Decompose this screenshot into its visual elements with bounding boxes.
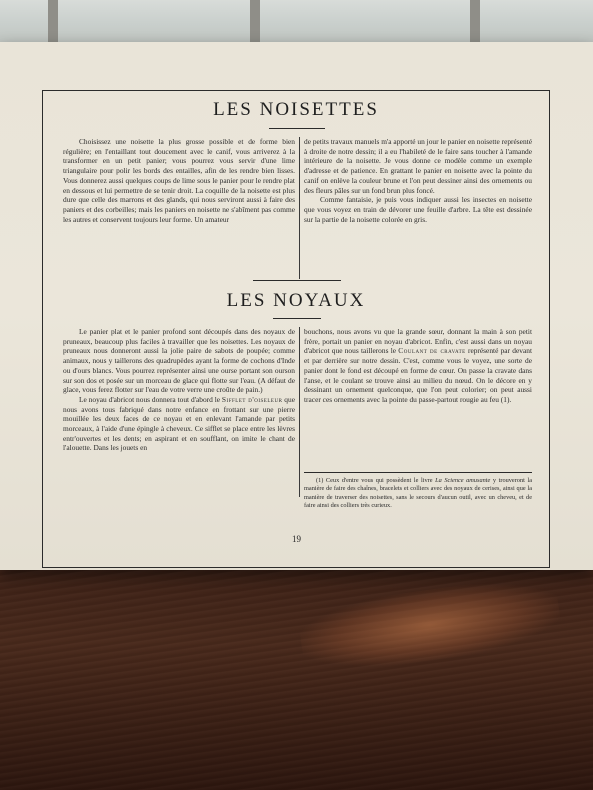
text-run: y trouveront la manière de faire des chaînes, bracelets et colliers avec des noyaux de cerises, ainsi que la manière de traverser des noisettes, sans le secours d'aucun outil, avec un cheveu, et de faire ainsi des colliers très curieux. <box>304 477 532 510</box>
title-underline <box>269 128 325 129</box>
paragraph: Choisissez une noisette la plus grosse possible et de forme bien régulière; en l'entaillant tout doucement avec le canif, vous arriverez à la transformer en un petit panier; vous pourrez vous servir d'une lime triangulaire pour polir les bords des entailles, afin de les rendre bien lisses. Vous donnerez aussi quelques coups de lime sous le panier pour le rendre plat en dessous et lui permettre de se tenir droit. La coquille de la noisette est plus dure que celle des marrons et des glands, qui nous serviront aussi à faire des paniers et des corbeilles; mais les paniers en noisette ne s'abîment pas comme les autres et conservent toujours leur forme. Un amateur <box>63 137 295 224</box>
page-border-frame <box>42 90 550 568</box>
paragraph <box>63 395 295 453</box>
small-caps-term: Coulant de cravate <box>398 346 466 356</box>
text-run: représenté par devant et par derrière sur notre dessin. C'est, comme vous le voyez, une sorte de panier dont le fond est découpé en forme de cœur. On passe la cravate dans l'anse, et le coulant se trouve ainsi au milieu du nœud. On le décore en y dessinant un ornement quelconque, que l'on peut colorier; on peut aussi tracer ces ornements avec la pointe du passe-partout rougie au feu (1). <box>304 346 533 404</box>
paragraph: Le panier plat et le panier profond sont découpés dans des noyaux de pruneaux, beaucoup plus faciles à travailler que les noisettes. Les noyaux de pruneaux nous donneront aussi la jolie paire de sabots de poupée; comme animaux, nous y taillerons des quadrupèdes ayant la forme de cochons d'Inde ou d'ours blancs. Vous pourrez représenter ainsi une ourse portant son ourson sur son dos et posée sur un morceau de glace qui flotte sur l'eau. (A défaut de glace, vous ferez flotter sur l'eau de votre verre une croûte de pain.) <box>63 327 295 395</box>
noisettes-left-column <box>63 137 295 224</box>
section-title-noisettes: LES NOISETTES <box>213 99 379 120</box>
page-number: 19 <box>292 534 301 544</box>
title-underline <box>273 318 321 319</box>
paragraph: de petits travaux manuels m'a apporté un jour le panier en noisette représenté à droite de notre dessin; il a eu l'habileté de le faire sans toucher à l'amande intérieure de la noisette. Je vous donne ce modèle comme un exemple d'adresse et de patience. En grattant le panier en noisette avec la pointe du canif on enlève la couleur brune et l'on peut dessiner ainsi des ornements ou des fleurs pâles sur un fond brun plus foncé. <box>304 137 532 195</box>
footnote-text <box>304 477 532 511</box>
paragraph: Comme fantaisie, je puis vous indiquer aussi les insectes en noisette que vous voyez en train de dévorer une feuille d'arbre. La tête est dessinée sur la partie de la noisette colorée en gris. <box>304 195 532 224</box>
column-divider <box>299 137 300 279</box>
small-caps-term: Sifflet d'oiseleur <box>221 394 283 404</box>
text-run: bouchons, nous avons vu que la grande sœur, donnant la main à son petit frère, portait un panier en noyau d'abricot. Enfin, c'est aussi dans un noyau d'abricot que nous taillerons le <box>304 327 532 356</box>
footnote-rule <box>304 472 532 473</box>
noyaux-left-column <box>63 327 295 453</box>
noisettes-right-column <box>304 137 532 224</box>
book-page <box>0 42 593 570</box>
book-title: La Science amusante <box>435 477 491 484</box>
section-title-noyaux: LES NOYAUX <box>226 290 366 311</box>
paragraph <box>304 327 532 405</box>
column-divider <box>299 327 300 497</box>
footnote <box>304 477 532 511</box>
text-run: que nous avons tous fabriqué dans notre enfance en frottant sur une pierre mouillée les deux faces de ce noyau et en enlevant l'amande par petits morceaux, à l'aide d'une épingle à cheveux. Ce sifflet se place entre les lèvres entr'ouvertes et les dents; en aspirant et en soufflant, on imite le chant de l'alouette. Dans les jouets en <box>63 394 295 453</box>
noyaux-right-column <box>304 327 532 405</box>
text-run: (1) Ceux d'entre vous qui possèdent le livre <box>316 477 436 484</box>
text-run: Le noyau d'abricot nous donnera tout d'abord le <box>79 394 222 404</box>
section-separator <box>253 280 341 281</box>
